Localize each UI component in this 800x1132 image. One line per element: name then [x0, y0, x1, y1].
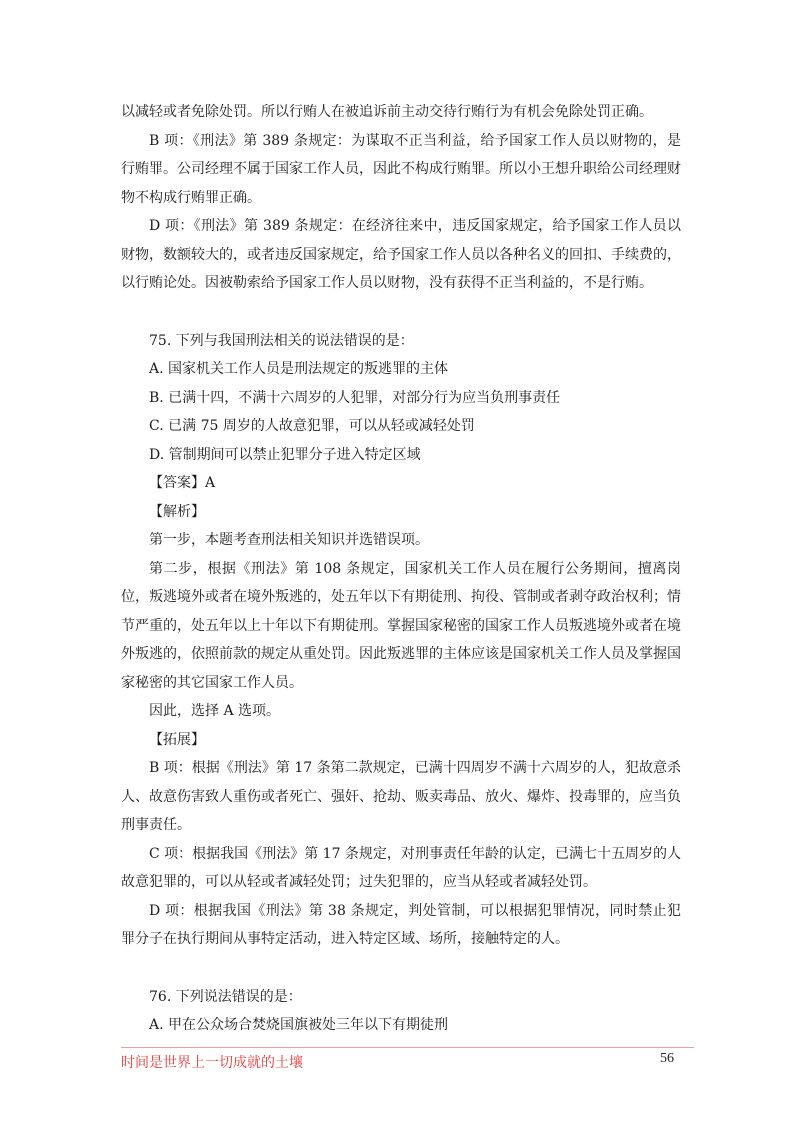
- analysis-paragraph: 因此，选择 A 选项。: [149, 703, 281, 719]
- page-number: 56: [660, 1051, 674, 1066]
- extension-paragraph: B 项：根据《刑法》第 17 条第二款规定，已满十四周岁不满十六周岁的人，犯故意杀人、故意伤害致人重伤或者死亡、强奸、抢劫、贩卖毒品、放火、爆炸、投毒罪的，应当负刑事责任。: [121, 760, 681, 833]
- option-a: A. 甲在公众场合焚烧国旗被处三年以下有期徒刑: [149, 1017, 449, 1033]
- answer: 【答案】A: [149, 475, 216, 491]
- question-76: 76. 下列说法错误的是：: [149, 988, 302, 1005]
- extension-paragraph: D 项：根据我国《刑法》第 38 条规定，判处管制，可以根据犯罪情况，同时禁止犯罪分子在执行期间从事特定活动，进入特定区域、场所，接触特定的人。: [121, 902, 681, 947]
- paragraph: D 项：《刑法》第 389 条规定：在经济往来中，违反国家规定，给予国家工作人员以财物，数额较大的，或者违反国家规定，给予国家工作人员以各种名义的回扣、手续费的，以行贿论处。因被勒索给予国家工作人员以财物，没有获得不正当利益的，不是行贿。: [121, 218, 681, 291]
- document-body: [121, 98, 681, 1040]
- footer-divider: [121, 1047, 694, 1048]
- paragraph: B 项：《刑法》第 389 条规定：为谋取不正当利益，给予国家工作人员以财物的，是行贿罪。公司经理不属于国家工作人员，因此不构成行贿罪。所以小王想升职给公司经理财物不构成行贿罪正确。: [121, 132, 681, 206]
- question-75: 75. 下列与我国刑法相关的说法错误的是：: [149, 332, 414, 349]
- extension-paragraph: C 项：根据我国《刑法》第 17 条规定，对刑事责任年龄的认定，已满七十五周岁的人故意犯罪的，可以从轻或者减轻处罚；过失犯罪的，应当从轻或者减轻处罚。: [121, 845, 681, 890]
- analysis-paragraph: 第二步，根据《刑法》第 108 条规定，国家机关工作人员在履行公务期间，擅离岗位，叛逃境外或者在境外叛逃的，处五年以下有期徒刑、拘役、管制或者剥夺政治权利；情节严重的，处五年以上十年以下有期徒刑。掌握国家秘密的国家工作人员叛逃境外或者在境外叛逃的，依照前款的规定从重处罚。因此叛逃罪的主体应该是国家机关工作人员及掌握国家秘密的其它国家工作人员。: [121, 560, 681, 691]
- option-b: B. 已满十四，不满十六周岁的人犯罪，对部分行为应当负刑事责任: [149, 389, 561, 406]
- analysis-paragraph: 第一步，本题考查刑法相关知识并选错误项。: [149, 532, 429, 548]
- option-c: C. 已满 75 周岁的人故意犯罪，可以从轻或减轻处罚: [149, 418, 475, 434]
- option-d: D. 管制期间可以禁止犯罪分子进入特定区域: [149, 446, 421, 463]
- paragraph: 以减轻或者免除处罚。所以行贿人在被追诉前主动交待行贿行为有机会免除处罚正确。: [121, 104, 653, 120]
- extension-heading: 【拓展】: [149, 731, 205, 748]
- option-a: A. 国家机关工作人员是刑法规定的叛逃罪的主体: [149, 361, 449, 377]
- footer-slogan: 时间是世界上一切成就的土壤: [121, 1055, 303, 1071]
- analysis-heading: 【解析】: [149, 503, 205, 520]
